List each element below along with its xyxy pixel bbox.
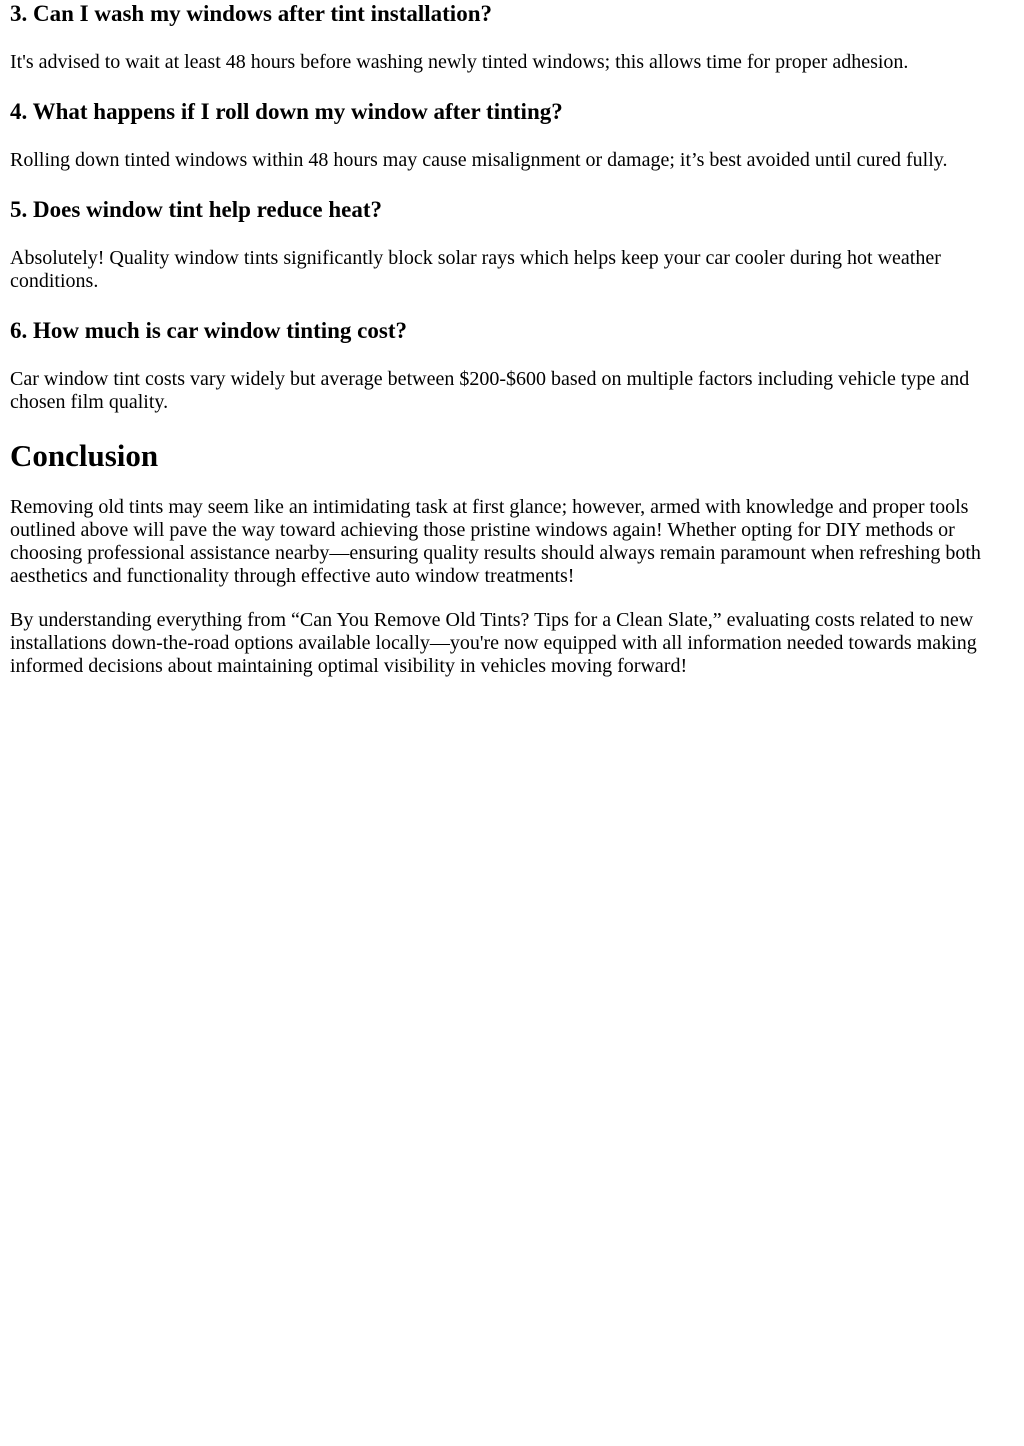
faq-question: 6. How much is car window tinting cost? xyxy=(10,318,407,343)
faq-answer: Absolutely! Quality window tints significantly block solar rays which helps keep your car cooler during hot weather conditions. xyxy=(10,247,941,292)
conclusion-section xyxy=(10,438,1014,678)
faq-answer: Car window tint costs vary widely but average between $200-$600 based on multiple factors including vehicle type and chosen film quality. xyxy=(10,368,970,413)
faq-section xyxy=(10,0,1014,414)
faq-question: 4. What happens if I roll down my window after tinting? xyxy=(10,99,563,124)
conclusion-paragraph: Removing old tints may seem like an intimidating task at first glance; however, armed with knowledge and proper tools outlined above will pave the way toward achieving those pristine windows again! Whether opting for DIY methods or choosing professional assistance nearby—ensuring quality results should always remain paramount when refreshing both aesthetics and functionality through effective auto window treatments! xyxy=(10,496,981,587)
conclusion-paragraph: By understanding everything from “Can You Remove Old Tints? Tips for a Clean Slate,” evaluating costs related to new installations down-the-road options available locally—you're now equipped with all information needed towards making informed decisions about maintaining optimal visibility in vehicles moving forward! xyxy=(10,609,977,677)
faq-question: 3. Can I wash my windows after tint installation? xyxy=(10,1,492,26)
article-body xyxy=(0,0,1024,678)
conclusion-heading: Conclusion xyxy=(10,438,159,473)
faq-answer: It's advised to wait at least 48 hours before washing newly tinted windows; this allows time for proper adhesion. xyxy=(10,51,909,73)
faq-answer: Rolling down tinted windows within 48 hours may cause misalignment or damage; it’s best avoided until cured fully. xyxy=(10,149,948,171)
faq-question: 5. Does window tint help reduce heat? xyxy=(10,197,383,222)
